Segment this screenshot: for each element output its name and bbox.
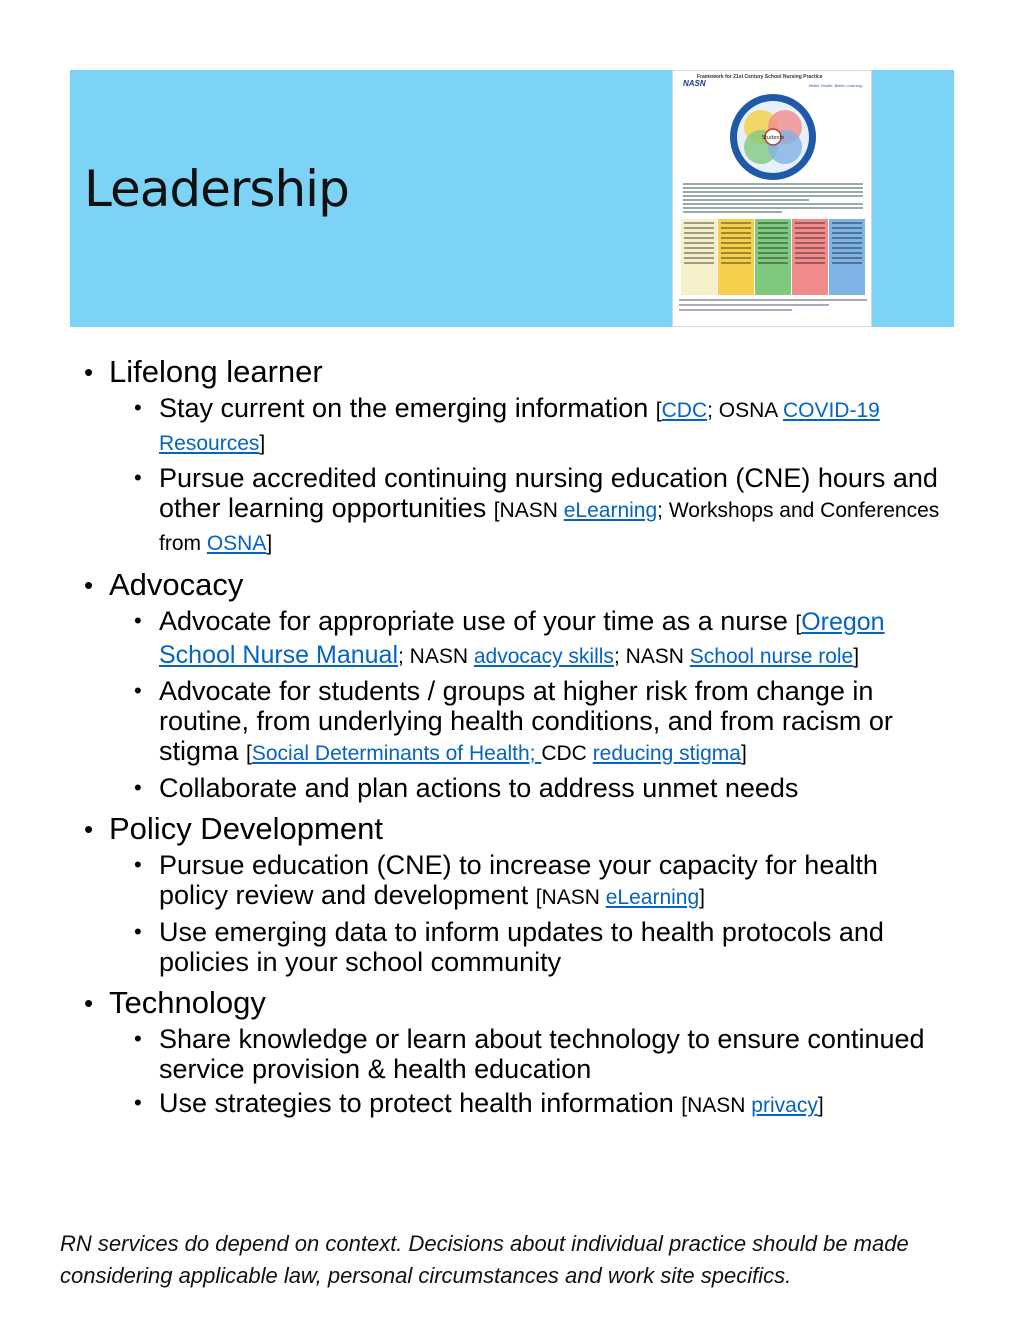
list-item: • Pursue education (CNE) to increase your capacity for health policy review and development [NASN eLearning] [134,850,878,910]
bullet-content [84,355,954,1121]
bullet-icon: • [134,852,142,877]
cdc-link[interactable]: CDC [661,399,708,422]
school-nurse-role-link[interactable]: School nurse role [689,645,854,668]
social-determinants-link[interactable]: Social Determinants of Health; [251,742,542,765]
nasn-elearning-link[interactable]: eLearning [605,886,700,909]
bullet-icon: • [84,570,94,600]
disclaimer-text: RN services do depend on context. Decisions about individual practice should be made considering applicable law, personal circumstances and work site specifics. [60,1231,909,1288]
advocacy-skills-link[interactable]: advocacy skills [473,645,614,668]
page-title: Leadership [84,160,349,218]
list-item: • Pursue accredited continuing nursing education (CNE) hours and other learning opportunities [NASN eLearning; Workshops and Conferences from OSNA] [134,463,940,555]
oregon-school-nurse-manual-link[interactable]: Oregon School Nurse Manual [159,608,885,669]
thumbnail-footer [679,299,867,314]
bullet-icon: • [134,608,142,633]
list-item: • Advocate for students / groups at higher risk from change in routine, from underlying health conditions, and from racism or stigma [Social Determinants of Health; CDC reducing stigma] [134,676,893,766]
list-item: • Share knowledge or learn about technology to ensure continued service provision & health education [134,1024,925,1084]
thumbnail-title: Framework for 21st Century School Nursing Practice [697,74,823,80]
nasn-elearning-link[interactable]: eLearning [563,499,658,522]
bullet-icon: • [134,678,142,703]
bullet-icon: • [134,919,142,944]
bullet-icon: • [84,988,94,1018]
bullet-icon: • [84,357,94,387]
section-policy-development [84,812,954,846]
bullet-icon: • [84,814,94,844]
list-item: • Stay current on the emerging information [CDC; OSNA COVID-19 Resources] [134,393,880,455]
thumbnail-tagline: Better Health. Better Learning. [808,83,863,88]
bullet-icon: • [134,775,142,800]
nasn-logo: NASN [683,79,706,88]
thumbnail-text-block [683,183,863,215]
framework-thumbnail-image [672,70,872,327]
list-item: • Use emerging data to inform updates to health protocols and policies in your school community [134,917,884,977]
bullet-icon: • [134,395,142,420]
covid-19-resources-link[interactable]: COVID-19 Resources [159,399,880,455]
section-lifelong-learner [84,355,954,389]
section-heading: Technology [109,985,266,1020]
students-label: Students [761,135,785,141]
list-item: • Use strategies to protect health information [NASN privacy] [134,1088,824,1118]
bullet-icon: • [134,1026,142,1051]
framework-diagram [705,93,841,181]
nasn-privacy-link[interactable]: privacy [751,1094,818,1117]
section-technology [84,986,954,1020]
section-heading: Lifelong learner [109,354,323,389]
section-advocacy [84,568,954,602]
list-item: • Collaborate and plan actions to address unmet needs [134,773,799,803]
thumbnail-columns [681,219,865,295]
section-heading: Policy Development [109,811,383,846]
osna-link[interactable]: OSNA [206,532,267,555]
reducing-stigma-link[interactable]: reducing stigma [592,742,741,765]
bullet-icon: • [134,465,142,490]
bullet-icon: • [134,1090,142,1115]
list-item: • Advocate for appropriate use of your time as a nurse [Oregon School Nurse Manual; NASN advocacy skills; NASN School nurse role] [134,606,885,669]
section-heading: Advocacy [109,567,244,602]
